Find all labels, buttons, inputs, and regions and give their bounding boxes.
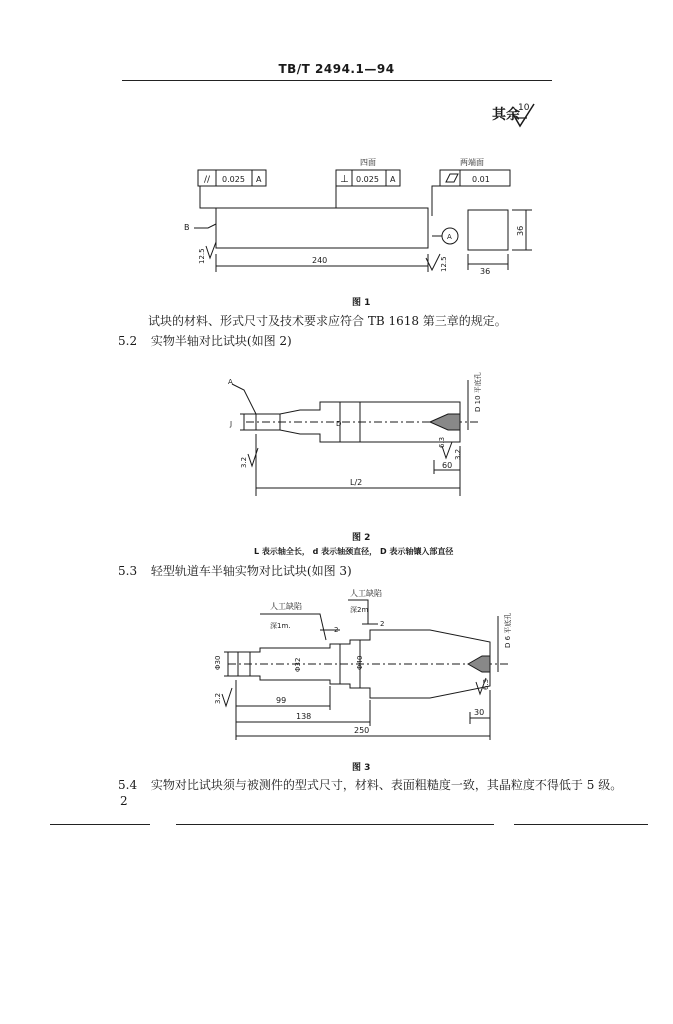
svg-text:10: 10 — [518, 103, 530, 113]
section-5-3-number: 5.3 — [118, 564, 138, 578]
paragraph-fig1-note: 试块的材料、形式尺寸及技术要求应符合 TB 1618 第三章的规定。 — [148, 314, 507, 328]
svg-text:深1m.: 深1m. — [270, 622, 291, 630]
svg-text:60: 60 — [442, 461, 453, 470]
svg-text:L/2: L/2 — [350, 478, 363, 487]
svg-text:250: 250 — [354, 726, 370, 735]
svg-text://: // — [204, 175, 211, 185]
figure-3-caption: 图 3 — [352, 763, 371, 773]
svg-text:人工缺陷: 人工缺陷 — [270, 602, 302, 611]
figure-1 — [170, 150, 560, 280]
svg-text:A: A — [228, 378, 233, 386]
figure-3 — [200, 586, 520, 746]
test-block-long — [216, 208, 428, 248]
footer-rule-middle — [176, 824, 494, 825]
svg-text:A: A — [390, 175, 396, 184]
svg-text:12.5: 12.5 — [440, 256, 448, 272]
svg-text:2: 2 — [334, 626, 339, 634]
section-5-2 — [118, 332, 292, 349]
roughness-symbol-icon — [510, 98, 540, 132]
svg-text:0.01: 0.01 — [472, 175, 490, 184]
svg-text:人工缺陷: 人工缺陷 — [350, 589, 382, 598]
svg-text:D: D — [336, 420, 342, 428]
svg-text:⊥: ⊥ — [340, 174, 349, 185]
svg-text:3.2: 3.2 — [240, 456, 248, 468]
section-5-4-number: 5.4 — [118, 778, 138, 792]
figure-2-caption: 图 2 — [352, 533, 371, 543]
svg-text:2: 2 — [380, 620, 385, 628]
svg-text:Φ32: Φ32 — [294, 657, 302, 672]
section-5-2-number: 5.2 — [118, 334, 138, 348]
page-number: 2 — [120, 794, 128, 808]
svg-text:J: J — [230, 420, 233, 428]
svg-text:3.2: 3.2 — [454, 448, 462, 460]
svg-text:36: 36 — [516, 225, 525, 236]
svg-text:四面: 四面 — [360, 158, 376, 167]
svg-text:6.3: 6.3 — [438, 436, 446, 448]
figure-1-caption: 图 1 — [352, 298, 371, 308]
svg-text:30: 30 — [474, 708, 485, 717]
figure-2 — [220, 370, 500, 500]
svg-text:138: 138 — [296, 712, 312, 721]
footer-rule-right — [514, 824, 648, 825]
svg-text:240: 240 — [312, 256, 328, 265]
svg-text:36: 36 — [480, 267, 491, 276]
svg-text:0.025: 0.025 — [222, 175, 245, 184]
svg-text:3.2: 3.2 — [214, 692, 222, 704]
svg-text:0.025: 0.025 — [356, 175, 379, 184]
svg-text:99: 99 — [276, 696, 287, 705]
standard-number: TB/T 2494.1—94 — [278, 62, 395, 76]
header-rule — [122, 80, 552, 81]
svg-text:B: B — [184, 223, 190, 232]
svg-text:12.5: 12.5 — [198, 248, 206, 264]
section-5-3-text: 轻型轨道车半轴实物对比试块(如图 3) — [150, 564, 352, 578]
svg-text:Φ30: Φ30 — [214, 655, 222, 670]
figure-2-legend: L 表示轴全长， d 表示轴颈直径， D 表示轴镶入部直径 — [254, 547, 454, 556]
svg-text:A: A — [256, 175, 262, 184]
svg-text:D 10 平底孔: D 10 平底孔 — [474, 372, 482, 412]
svg-text:深2m: 深2m — [350, 606, 369, 614]
section-5-4-text: 实物对比试块须与被测件的型式尺寸，材料、表面粗糙度一致，其晶粒度不得低于 5 级。 — [150, 778, 623, 792]
svg-text:两端面: 两端面 — [460, 158, 484, 167]
svg-text:A: A — [447, 233, 452, 241]
svg-text:6.3: 6.3 — [482, 678, 490, 690]
section-5-2-text: 实物半轴对比试块(如图 2) — [150, 334, 292, 348]
section-5-3 — [118, 562, 352, 579]
section-5-4 — [118, 776, 622, 793]
svg-text:Φ40: Φ40 — [356, 655, 364, 670]
test-block-square — [468, 210, 508, 250]
roughness-note-label: 其余 — [492, 107, 520, 123]
svg-text:D 6 平底孔: D 6 平底孔 — [504, 612, 512, 648]
footer-rule-left — [50, 824, 150, 825]
